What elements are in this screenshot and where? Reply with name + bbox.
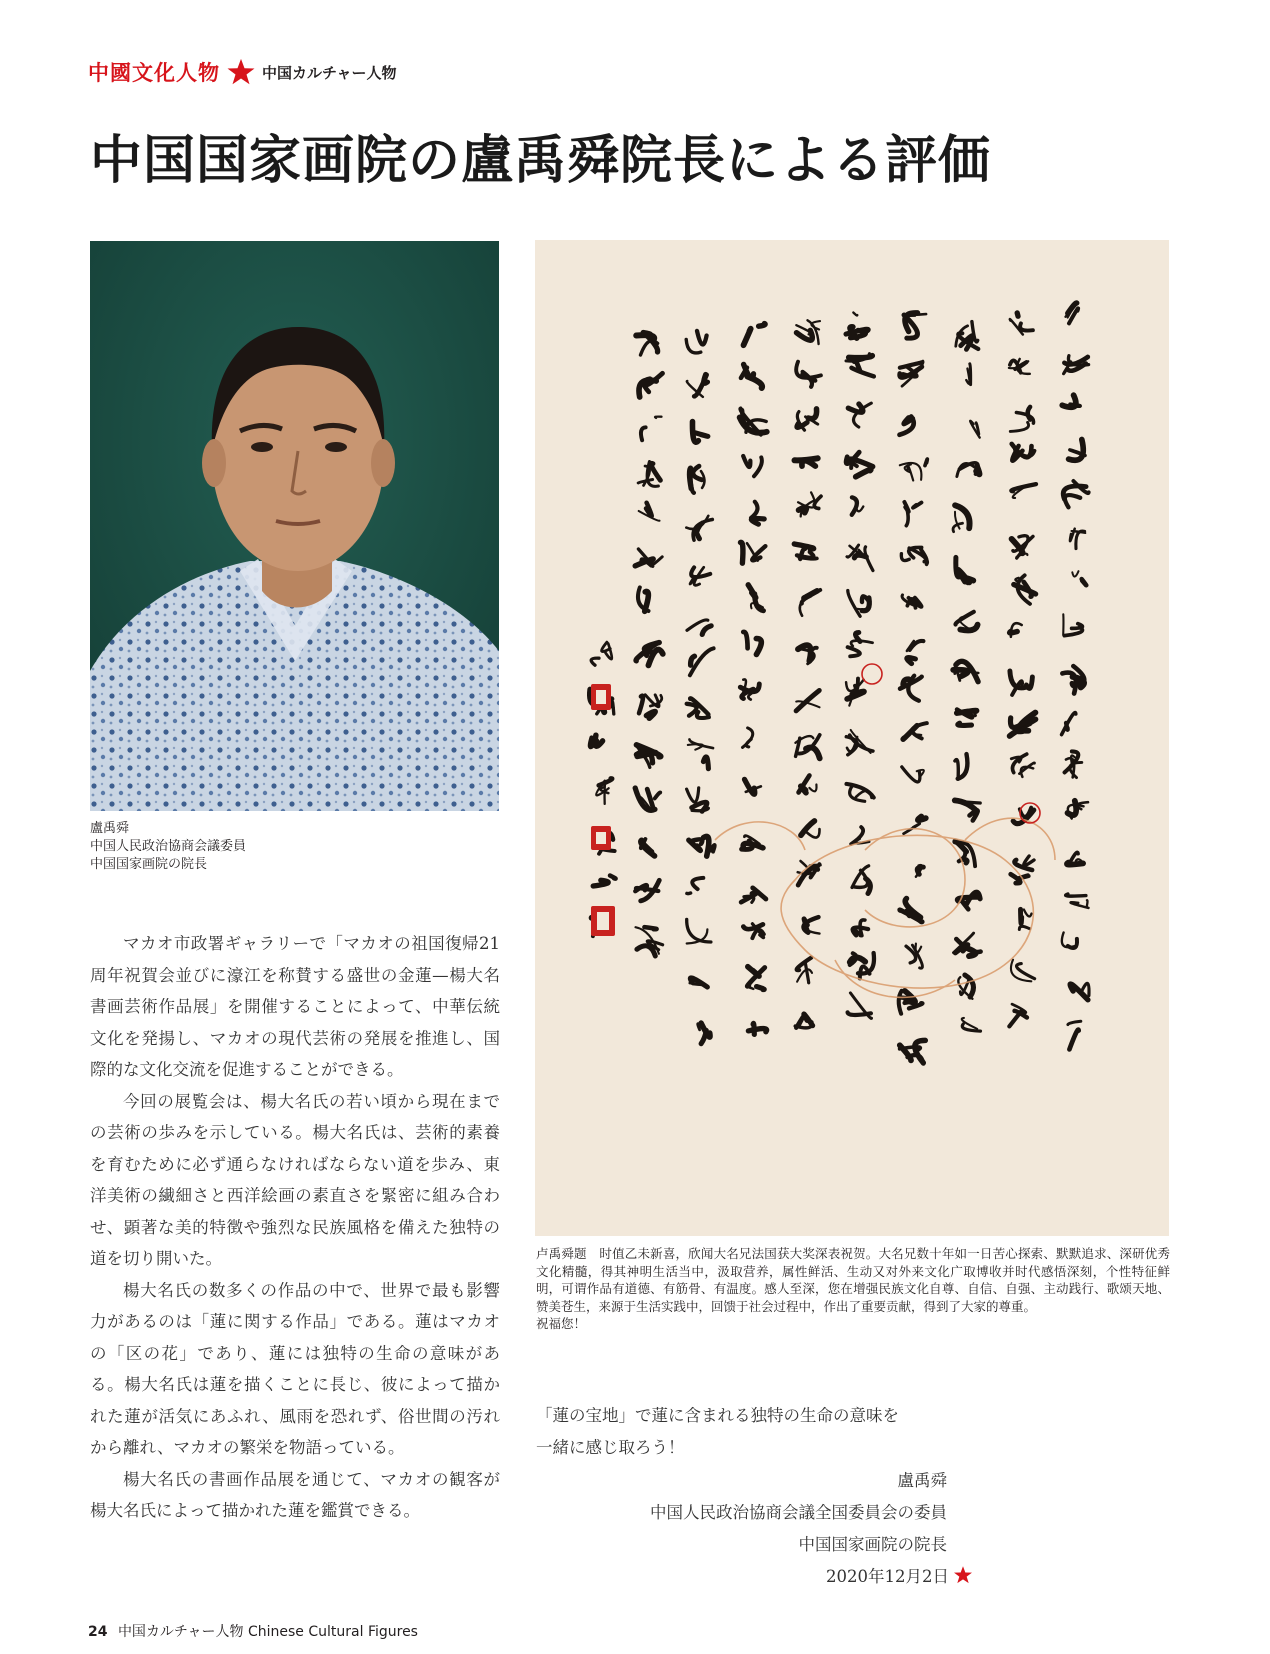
caption-name: 盧禹舜 xyxy=(90,821,130,836)
brand-logo-text: 中國文化人物 xyxy=(88,60,220,85)
calligraphy-caption: 卢禹舜题 时值乙未新喜，欣闻大名兄法国获大奖深表祝贺。大名兄数十年如一日苦心探索、默默追求、深研优秀文化精髓，得其神明生活当中，汲取营养，属性鲜活、生动又对外来文化广取博收并时代感悟深刻，个性特征鲜明，可谓作品有道德、有筋骨、有温度。感人至深，您在增强民族文化自尊、自信、自强、主动践行、歌颂天地、赞美苍生，来源于生活实践中，回馈于社会过程中，作出了重要贡献，得到了大家的尊重。 祝福您！ xyxy=(536,1246,1170,1331)
brush-stroke xyxy=(848,1012,871,1015)
calligraphy-artwork xyxy=(535,240,1169,1236)
footer-label: 中国カルチャー人物 xyxy=(117,1624,244,1640)
brush-stroke xyxy=(759,324,765,327)
brush-stroke xyxy=(1010,632,1018,633)
portrait-photo xyxy=(90,241,499,811)
masthead xyxy=(88,56,397,88)
signature-date: 2020年12月2日 xyxy=(826,1567,949,1586)
photo-caption xyxy=(90,820,246,874)
signature-name: 盧禹舜 xyxy=(897,1471,947,1490)
article-paragraph: 今回の展覧会は、楊大名氏の若い頃から現在までの芸術の歩みを示している。楊大名氏は、芸術的素養を育むために必ず通らなければならない道を歩み、東洋美術の繊細さと西洋絵画の素直さを緊密に組み合わせ、顕著な美的特徴や強烈な民族風格を備えた独特の道を切り開いた。 xyxy=(90,1091,501,1268)
page-number: 24 xyxy=(88,1624,108,1640)
signature-role: 中国人民政治協商会議全国委員会の委員 xyxy=(650,1503,947,1522)
brush-stroke xyxy=(1066,723,1068,730)
article-paragraph: 楊大名氏の書画作品展を通じて、マカオの観客が楊大名氏によって描かれた蓮を鑑賞できる。 xyxy=(90,1469,500,1520)
footer-label-en: Chinese Cultural Figures xyxy=(247,1624,418,1640)
message-line: 「蓮の宝地」で蓮に含まれる独特の生命の意味を xyxy=(536,1406,899,1425)
caption-role: 中国人民政治協商会議委員 xyxy=(90,839,247,854)
brush-stroke xyxy=(1017,313,1018,316)
brush-stroke xyxy=(958,723,972,725)
red-star-icon xyxy=(226,57,256,87)
brush-stroke xyxy=(918,817,926,821)
brush-stroke xyxy=(757,987,765,990)
page-footer xyxy=(88,1621,418,1641)
message-line: 一緒に感じ取ろう！ xyxy=(536,1438,685,1457)
brush-stroke xyxy=(1087,900,1088,906)
brush-stroke xyxy=(748,1029,766,1032)
brush-stroke xyxy=(687,893,691,894)
brush-stroke xyxy=(849,356,873,358)
brush-stroke xyxy=(644,927,656,929)
brush-stroke xyxy=(908,314,926,316)
signature-role: 中国国家画院の院長 xyxy=(798,1535,947,1554)
brush-stroke xyxy=(801,786,806,793)
red-star-icon xyxy=(953,1565,973,1585)
brush-stroke xyxy=(646,711,655,718)
brush-stroke xyxy=(741,542,743,563)
brush-stroke xyxy=(695,433,708,437)
brush-stroke xyxy=(925,459,927,466)
brush-stroke xyxy=(645,592,649,612)
signature-date-row xyxy=(826,1563,973,1587)
brush-stroke xyxy=(612,702,614,714)
brush-stroke xyxy=(799,557,817,559)
caption-role: 中国国家画院の院長 xyxy=(90,857,208,872)
brush-stroke xyxy=(689,468,691,489)
brush-stroke xyxy=(753,1023,754,1034)
message-block xyxy=(536,1400,946,1464)
article-paragraph: 楊大名氏の数多くの作品の中で、世界で最も影響力があるのは「蓮に関する作品」である。蓮はマカオの「区の花」であり、蓮には独特の生命の意味がある。楊大名氏は蓮を描くことに長じ、彼によって描かれた蓮が活気にあふれ、風雨を恐れず、俗世間の汚れから離れ、マカオの繁栄を物語っている。 xyxy=(90,1280,500,1457)
brush-stroke xyxy=(970,364,971,385)
brush-stroke xyxy=(1021,909,1022,923)
brush-stroke xyxy=(1028,407,1031,420)
brush-stroke xyxy=(1070,404,1080,406)
brush-stroke xyxy=(655,417,661,418)
section-label: 中国カルチャー人物 xyxy=(262,63,397,82)
brush-stroke xyxy=(610,876,616,879)
article-body xyxy=(90,928,500,1527)
article-paragraph: マカオ市政署ギャラリーで「マカオの祖国復帰21周年祝賀会並びに濠江を称賛する盛世の金蓮—楊大名書画芸術作品展」を開催することによって、中華伝統文化を発揚し、マカオの現代芸術の発展を推進し、国際的な文化交流を促進することができる。 xyxy=(90,934,500,1079)
page-title: 中国国家画院の盧禹舜院長による評価 xyxy=(90,130,992,191)
